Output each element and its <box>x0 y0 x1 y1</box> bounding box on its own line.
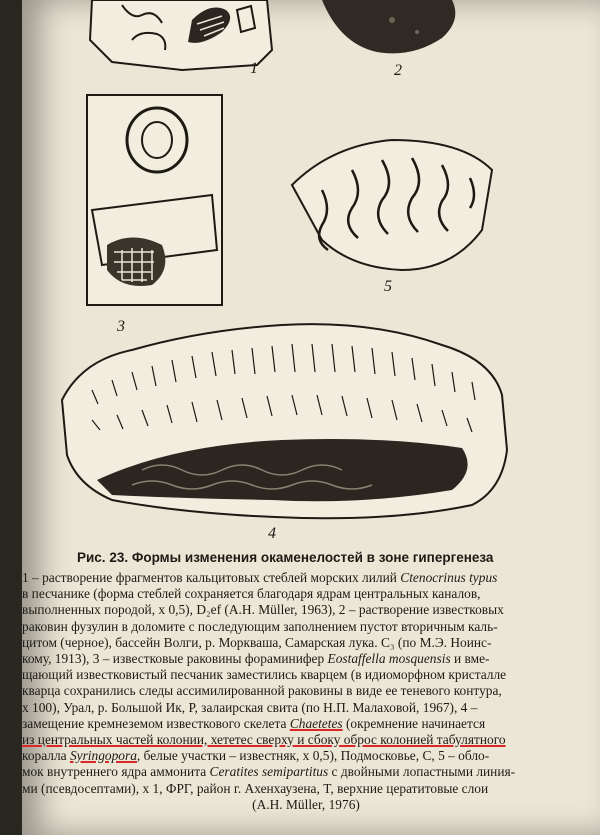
figure-number-4: 4 <box>268 525 276 542</box>
legend-line: мок внутреннего ядра аммонита Ceratites semipartitus с двойными лопастными линия- <box>22 764 516 780</box>
legend-line: ми (псевдосептами), х 1, ФРГ, район г. Ахенхаузена, T, верхние цератитовые слои <box>22 780 489 796</box>
figure-1-drawing <box>90 0 272 70</box>
book-page <box>22 0 600 835</box>
legend-line: в песчанике (форма стеблей сохраняется благодаря ядрам центральных каналов, <box>22 586 481 602</box>
legend-line: щающий известковистый песчаник заместились кварцем (в идиоморфном кристалле <box>22 667 507 683</box>
legend-line: замещение кремнеземом известкового скелета Chaetetes (окремнение начинается <box>22 715 486 731</box>
legend-line: кварца сохранились следы ассимилированной раковины в виде ее теневого контура, <box>22 683 502 699</box>
legend-line: выполненных породой, х 0,5), D₂ef (A.H. Müller, 1963), 2 – растворение известковых <box>22 602 504 618</box>
legend-line: кому, 1913), 3 – известковые раковины фораминифер Eostaffella mosquensis и вме- <box>22 651 490 667</box>
legend-line: из центральных частей колонии, хететес сверху и сбоку оброс колонией табулятного <box>22 732 506 748</box>
figure-5-drawing <box>292 140 492 270</box>
figure-number-3: 3 <box>117 318 125 335</box>
figure-number-2: 2 <box>394 62 402 79</box>
legend-line: коралла Syringopora, белые участки – известняк, х 0,5), Подмосковье, C, 5 – обло- <box>22 748 490 764</box>
figure-number-1: 1 <box>250 60 258 77</box>
figure-legend <box>22 570 590 813</box>
legend-line: 1 – растворение фрагментов кальцитовых стеблей морских лилий Ctenocrinus typus <box>22 570 498 585</box>
figure-4-drawing <box>62 324 507 518</box>
legend-line: (A.H. Müller, 1976) <box>252 796 360 812</box>
legend-line: цитом (черное), бассейн Волги, р. Моркваша, Самарская лука. C₃ (по М.Э. Ноинс- <box>22 634 492 650</box>
figure-illustrations <box>22 0 600 545</box>
figure-number-5: 5 <box>384 278 392 295</box>
figure-3-drawing <box>87 95 222 305</box>
figure-2-drawing <box>322 0 455 53</box>
legend-line: х 100), Урал, р. Большой Ик, P, залаирская свита (по Н.П. Малаховой, 1967), 4 – <box>22 699 478 715</box>
legend-line: раковин фузулин в доломите с последующим заполнением пустот вторичным каль- <box>22 618 498 634</box>
figure-caption: Рис. 23. Формы изменения окаменелостей в зоне гипергенеза <box>77 550 494 565</box>
